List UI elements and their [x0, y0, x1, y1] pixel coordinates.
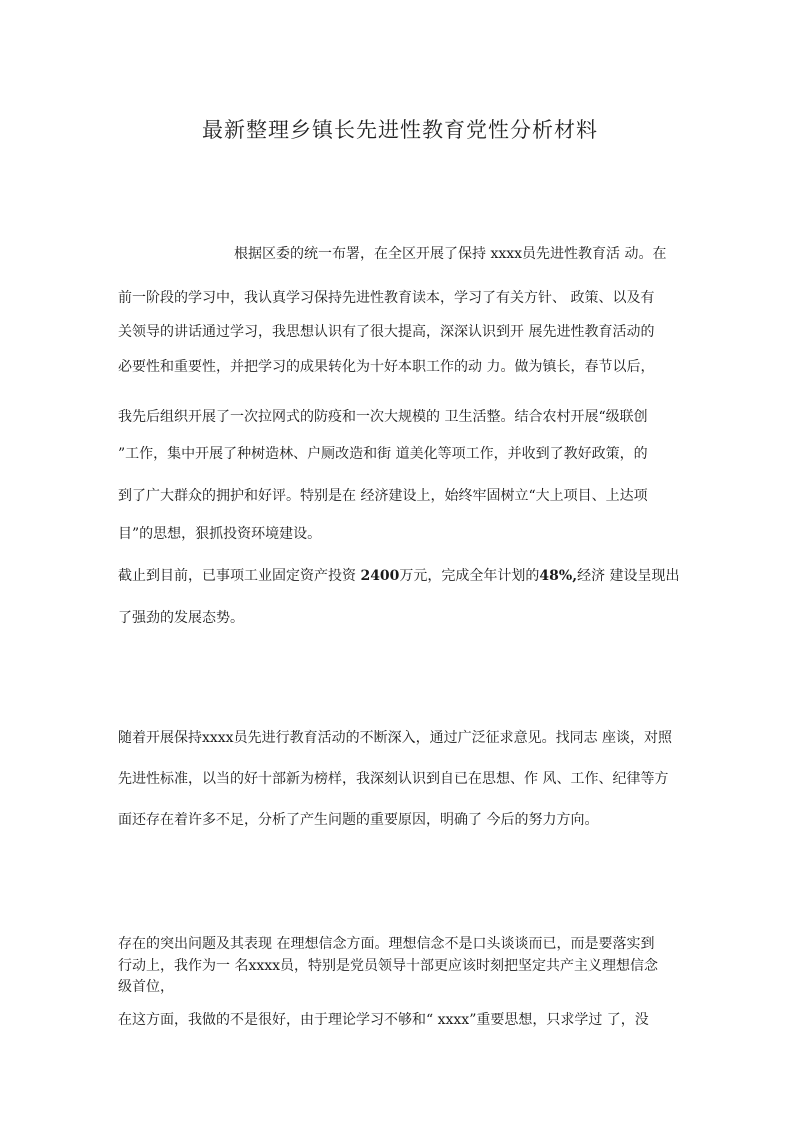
- paragraph-2-suffix: 经济 建设呈现出: [577, 568, 680, 584]
- paragraph-3-line-1: 随着开展保持xxxx员先进行教育活动的不断深入，通过广泛征求意见。找同志 座谈，对照: [118, 730, 673, 746]
- paragraph-1-line-1-text: 根据区委的统一布署，在全区开展了保持 xxxx员先进性教育活 动。在: [234, 246, 667, 262]
- investment-amount: 2400: [360, 568, 400, 584]
- paragraph-4-line-2: 行动上，我作为一 名xxxx员，特别是党员领导十部更应该时刻把坚定共产主义理想信念: [118, 958, 659, 974]
- document-title: 最新整理乡镇长先进性教育党性分析材料: [202, 118, 598, 142]
- paragraph-1-line-4: 必要性和重要性，并把学习的成果转化为十好本职工作的动 力。做为镇长，春节以后，: [118, 359, 655, 375]
- plan-percent: 48%,: [539, 568, 578, 584]
- paragraph-2-line-2: 了强劲的发展态势。: [118, 610, 244, 626]
- paragraph-2-mid: 万元，完成全年计划的: [399, 568, 540, 584]
- paragraph-4-line-1: 存在的突出问题及其表现 在理想信念方面。理想信念不是口头谈谈而已，而是要落实到: [118, 936, 655, 952]
- paragraph-1-line-1: [118, 244, 690, 264]
- paragraph-2-line-1: [118, 566, 690, 586]
- paragraph-3-line-2: 先进性标准，以当的好十部新为榜样，我深刻认识到自已在思想、作 风、工作、纪律等方: [118, 771, 669, 787]
- paragraph-1-line-6: ”工作，集中开展了种树造林、户厕改造和街 道美化等项工作，并收到了教好政策，的: [118, 446, 648, 462]
- paragraph-3-line-3: 面还存在着许多不足，分析了产生问题的重要原因，明确了 今后的努力方向。: [118, 812, 599, 828]
- paragraph-1-line-8: 目”的思想，狠抓投资环境建设。: [118, 526, 322, 542]
- paragraph-1-line-5: 我先后组织开展了一次拉网式的防疫和一次大规模的 卫生活整。结合农村开展“级联创: [118, 409, 648, 425]
- paragraph-1-line-3: 关领导的讲话通过学习，我思想认识有了很大提高，深深认识到开 展先进性教育活动的: [118, 324, 655, 340]
- paragraph-1-line-2: 前一阶段的学习中，我认真学习保持先进性教育读本，学习了有关方针、 政策、以及有: [118, 290, 655, 306]
- paragraph-4-line-3: 级首位，: [118, 979, 174, 995]
- paragraph-1-line-7: 到了广大群众的拥护和好评。特别是在 经济建设上，始终牢固树立“大上项目、上达项: [118, 488, 648, 504]
- paragraph-5-line-1: 在这方面，我做的不是很好，由于理论学习不够和“ xxxx”重要思想，只求学过 了，没: [118, 1012, 649, 1028]
- paragraph-2-prefix: 截止到目前，已事项工业固定资产投资: [118, 568, 361, 584]
